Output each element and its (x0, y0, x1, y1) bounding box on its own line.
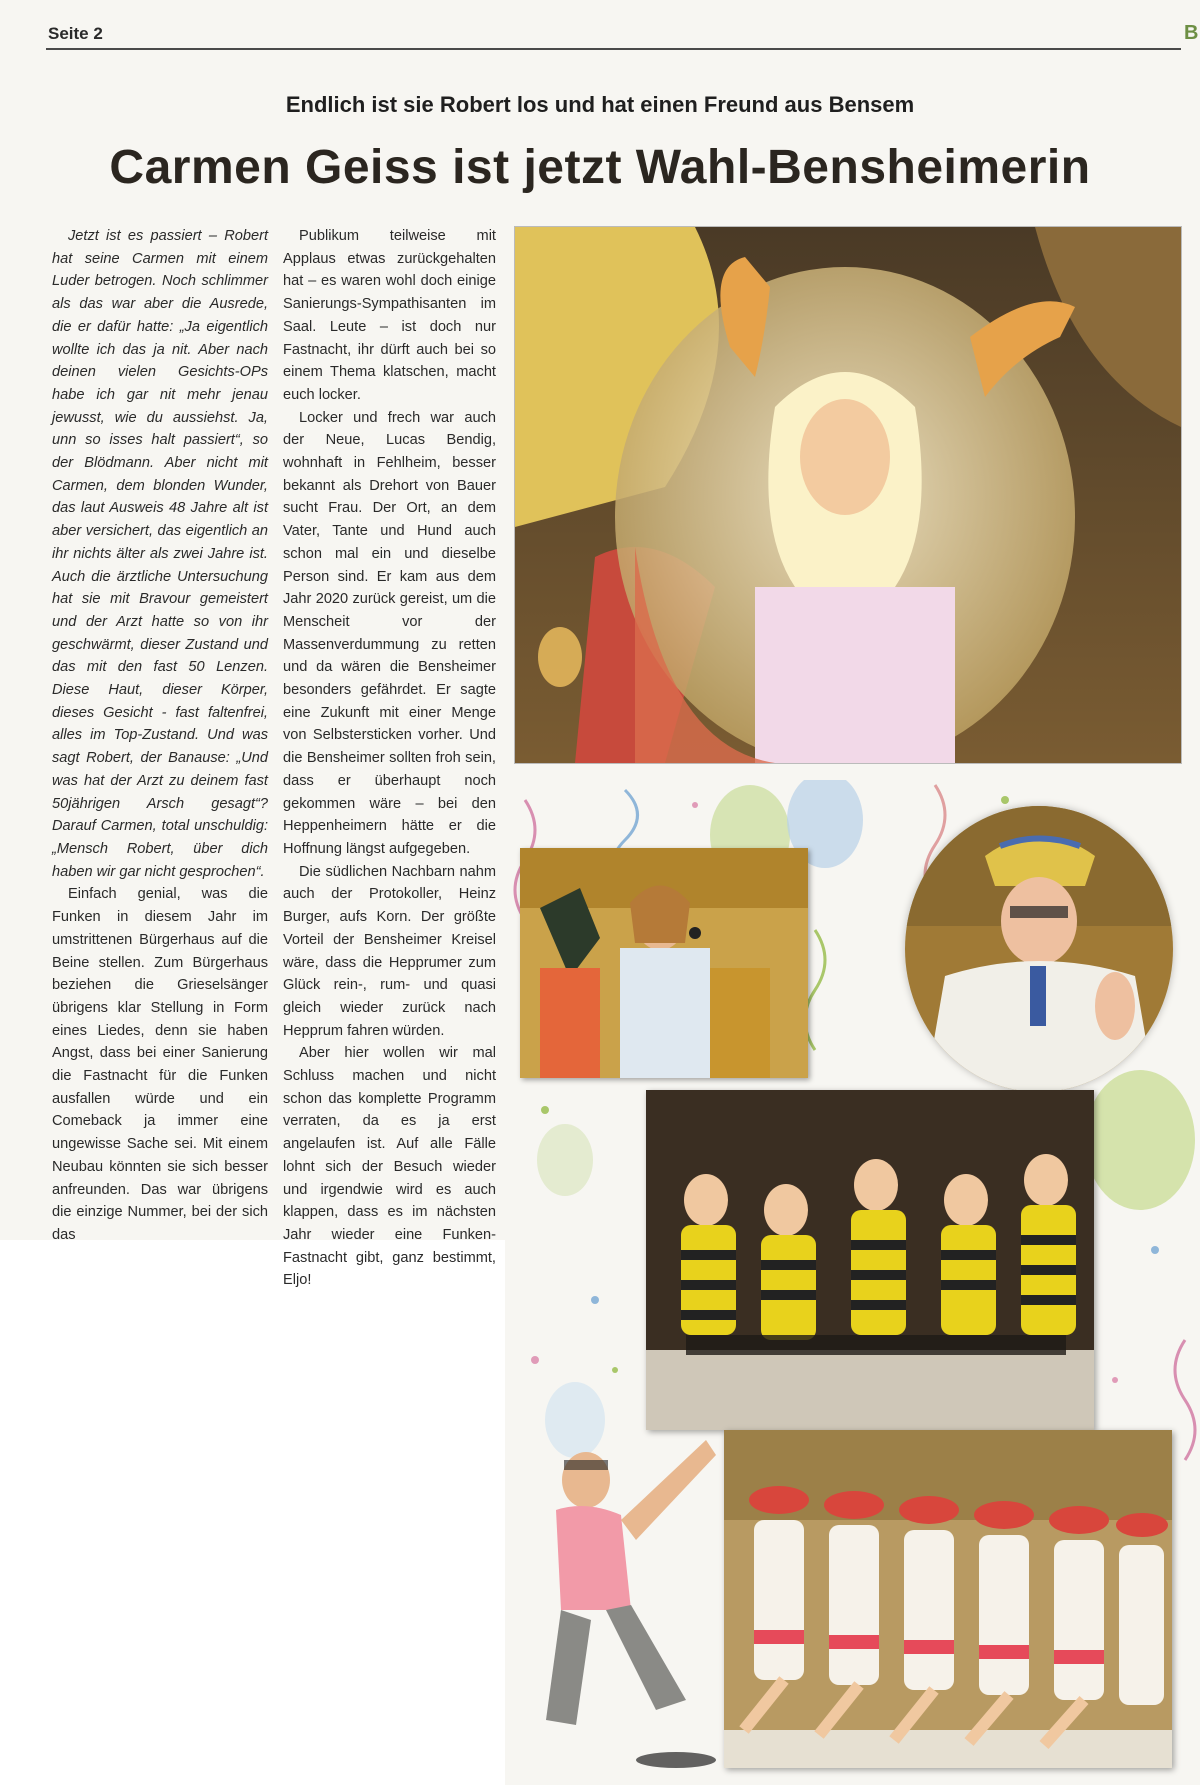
text-column-2 (283, 225, 496, 1292)
article-kicker: Endlich ist sie Robert los und hat einen Freund aus Bensem (285, 92, 915, 117)
header-rule (46, 48, 1181, 50)
article-headline: Carmen Geiss ist jetzt Wahl-Bensheimerin (109, 141, 1091, 194)
paragraph-lead: Jetzt ist es passiert – Robert hat seine Carmen mit einem Luder betrogen. Noch schlimmer als das war aber die Ausrede, die er dafür hatte: „Ja eigentlich wollte ich das ja nit. Aber nach deinen vielen Gesichts-OPs habe ich gar nit mehr jenau jewusst, wie du aussiehst. Ja, unn so isses halt passiert“, so der Blödmann. Aber nicht mit Carmen, dem blonden Wunder, das laut Ausweis 48 Jahre alt ist aber versichert, das eigentlich an ihr nichts älter als zwei Jahre ist. Auch die ärztliche Untersuchung hat sie mit Bravour gemeistert und der Arzt hatte so von ihr geschwärmt, dieser Zustand und das mit den fast 50 Lenzen. Diese Haut, dieser Körper, dieses Gesicht - fast faltenfrei, alles im Top-Zustand. Und was sagt Robert, der Banause: „Und was hat der Arzt zu deinem fast 50jährigen Arsch gesagt“? Darauf Carmen, total unschuldig: „Mensch Robert, über dich haben wir gar nicht gesprochen“. (52, 228, 268, 880)
publisher-logo-fragment: B (1184, 22, 1199, 44)
paragraph: Einfach genial, was die Funken in diesem Jahr im umstrittenen Bürgerhaus auf die Beine stellen. Zum Bürgerhaus beziehen die Grieselsänger übrigens klar Stellung in Form eines Liedes, denn sie haben Angst, dass bei einer Sanierung die Fastnacht für die Funken ausfallen würde und ein Comeback ja immer eine ungewisse Sache sei. Mit einem Neubau könnten sie sich besser anfreunden. Das war übrigens die einzige Nummer, bei der sich das (52, 886, 268, 1243)
paragraph: Locker und frech war auch der Neue, Lucas Bendig, wohnhaft in Fehlheim, besser bekannt als Drehort von Bauer sucht Frau. Der Ort, an dem Vater, Tante und Hund auch schon mal ein und dieselbe Person sind. Er kam aus dem Jahr 2020 zurück gereist, um die Menscheit vor der Massenverdummung zu retten und da wären die Bensheimer besonders gefährdet. Er sagte eine Zukunft mit einer Menge von Selbstersticken vorher. Und die Bensheimer sollten froh sein, dass er überhaupt noch gekommen wäre – bei den Heppenheimern hätte er die Hoffnung längst aufgegeben. (283, 409, 496, 857)
photo-guard-dancers-line (724, 1430, 1172, 1768)
photo-bee-dancers (646, 1090, 1094, 1430)
photo-singer-with-microphone (520, 848, 808, 1078)
photo-man-carnival-hat (905, 806, 1173, 1092)
blank-margin (0, 1240, 505, 1785)
paragraph: Die südlichen Nachbarn nahm auch der Protokoller, Heinz Burger, aufs Korn. Der größte Vorteil der Bensheimer Kreisel wäre, dass die Hepprumer zum Glück rein-, rum- und quasi gleich wieder zurück nach Hepprum fahren würden. (283, 863, 496, 1039)
photo-dancer-cutout (536, 1420, 732, 1772)
page-number: Seite 2 (48, 24, 103, 43)
paragraph: Publikum teilweise mit Applaus etwas zurückgehalten hat – es waren wohl doch einige Sanierungs-Sympathisanten im Saal. Leute – ist doch nur Fastnacht, ihr dürft auch bei so einem Thema klatschen, macht euch locker. (283, 228, 496, 403)
text-column-1 (52, 225, 268, 1247)
paragraph: Aber hier wollen wir mal Schluss machen und nicht schon das komplette Programm verraten, da es ja erst angelaufen ist. Auf alle Fälle lohnt sich der Besuch wieder und irgendwie wird es auch klappen, dass es im nächsten Jahr wieder eine Funken-Fastnacht gibt, ganz bestimmt, Eljo! (283, 1045, 496, 1289)
photo-carmen-performer (514, 226, 1182, 764)
